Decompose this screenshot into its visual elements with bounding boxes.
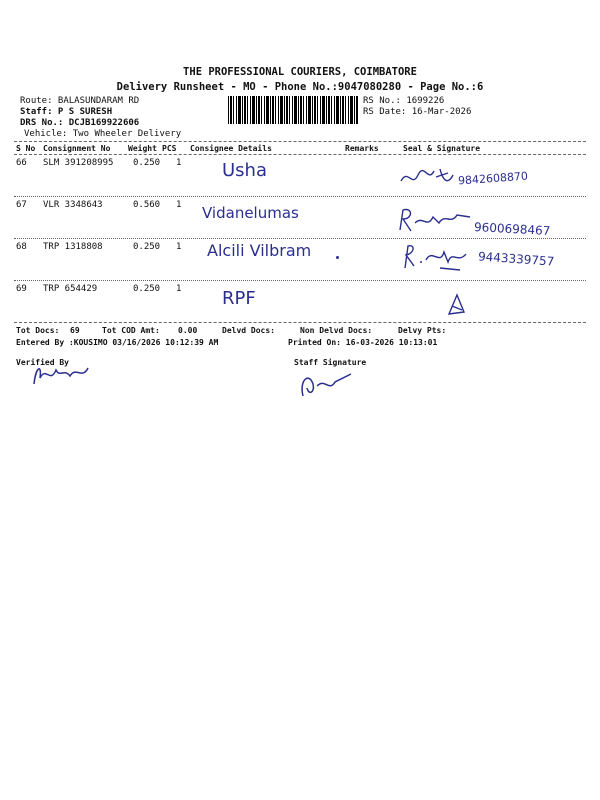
col-pcs: PCS (162, 144, 177, 153)
row-divider (14, 196, 586, 197)
row-divider (14, 280, 586, 281)
row-pcs: 1 (176, 284, 182, 294)
row-pcs: 1 (176, 242, 182, 252)
tot-docs-label: Tot Docs: (16, 326, 60, 335)
barcode (228, 96, 358, 124)
col-sno: S No (16, 144, 36, 153)
consignee-handwriting: Usha (222, 160, 267, 181)
row-sno: 69 (16, 284, 27, 294)
delvy-pts-label: Delvy Pts: (398, 326, 447, 335)
route-label: Route: BALASUNDARAM RD (20, 96, 140, 106)
rs-number: RS No.: 1699226 (363, 96, 445, 106)
row-pcs: 1 (176, 200, 182, 210)
non-delvd-docs-label: Non Delvd Docs: (300, 326, 373, 335)
row-sno: 68 (16, 242, 27, 252)
staff-signature (295, 368, 355, 402)
col-consignment: Consignment No (43, 144, 111, 153)
row-weight: 0.250 (133, 284, 161, 294)
row-consignment: TRP 1318808 (43, 242, 103, 252)
row-consignment: SLM 391208995 (43, 158, 114, 168)
divider (14, 141, 586, 142)
signature-scribble (398, 163, 458, 193)
row-consignment: VLR 3348643 (43, 200, 103, 210)
row-weight: 0.250 (133, 242, 161, 252)
printed-on: Printed On: 16-03-2026 10:13:01 (288, 338, 438, 347)
ink-dot (336, 256, 339, 259)
rs-date: RS Date: 16-Mar-2026 (363, 107, 472, 117)
company-title: THE PROFESSIONAL COURIERS, COIMBATORE (183, 66, 417, 78)
col-consignee: Consignee Details (190, 144, 272, 153)
divider (14, 154, 586, 155)
consignee-handwriting: Vidanelumas (202, 204, 299, 222)
entered-by: Entered By :KOUSIMO 03/16/2026 10:12:39 AM (16, 338, 219, 347)
runsheet-subtitle: Delivery Runsheet - MO - Phone No.:9047080280 - Page No.:6 (116, 81, 484, 93)
consignee-handwriting: Alcili Vilbram (207, 241, 312, 260)
col-seal-signature: Seal & Signature (403, 144, 481, 153)
row-weight: 0.250 (133, 158, 161, 168)
row-weight: 0.560 (133, 200, 161, 210)
drs-number: DRS No.: DCJB169922606 (20, 118, 140, 128)
tot-cod-value: 0.00 (178, 326, 198, 335)
row-sno: 66 (16, 158, 27, 168)
phone-handwriting: 9600698467 (473, 220, 551, 238)
col-weight: Weight (128, 144, 157, 153)
verifier-signature (30, 360, 92, 388)
staff-label: Staff: P S SURESH (20, 107, 113, 117)
row-divider (14, 238, 586, 239)
verified-by-label: Verified By (16, 358, 69, 367)
signature-scribble (395, 205, 475, 235)
row-consignment: TRP 654429 (43, 284, 98, 294)
signature-scribble (446, 292, 468, 318)
row-sno: 67 (16, 200, 27, 210)
signature-scribble (400, 240, 472, 274)
phone-handwriting: 9443339757 (477, 249, 555, 269)
divider (14, 322, 586, 323)
tot-docs-value: 69 (70, 326, 80, 335)
col-remarks: Remarks (345, 144, 379, 153)
tot-cod-label: Tot COD Amt: (102, 326, 160, 335)
row-pcs: 1 (176, 158, 182, 168)
vehicle-label: Vehicle: Two Wheeler Delivery (24, 129, 182, 139)
staff-signature-label: Staff Signature (294, 358, 367, 367)
phone-handwriting: 9842608870 (457, 169, 529, 188)
delvd-docs-label: Delvd Docs: (222, 326, 275, 335)
consignee-handwriting: RPF (222, 288, 256, 309)
